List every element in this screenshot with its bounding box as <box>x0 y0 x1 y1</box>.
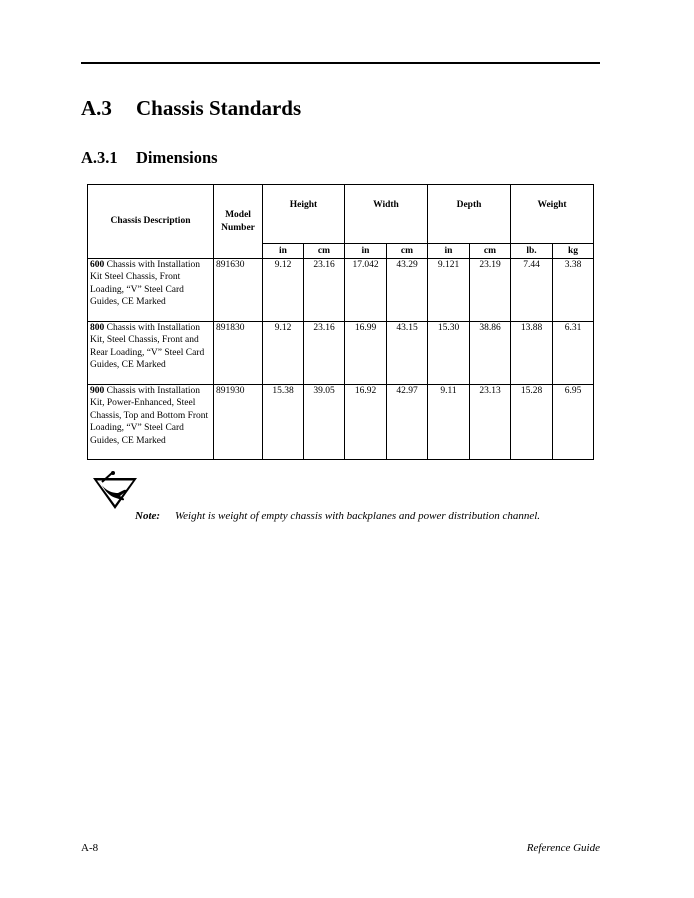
page-number: A-8 <box>81 842 99 854</box>
chassis-description <box>88 322 214 385</box>
section-heading <box>81 96 301 121</box>
note-hand-icon <box>92 470 138 510</box>
chassis-description <box>88 259 214 322</box>
width-in: 17.042 <box>345 259 387 322</box>
chassis-description <box>88 385 214 460</box>
weight-kg: 6.95 <box>553 385 594 460</box>
width-in: 16.92 <box>345 385 387 460</box>
chassis-size: 900 <box>90 386 105 396</box>
depth-in: 9.11 <box>428 385 470 460</box>
note-text: Weight is weight of empty chassis with backplanes and power distribution channel. <box>175 510 541 522</box>
width-cm: 43.29 <box>387 259 428 322</box>
header-weight: Weight <box>511 185 594 244</box>
height-cm: 23.16 <box>304 259 345 322</box>
unit-depth-in: in <box>428 244 470 259</box>
height-cm: 39.05 <box>304 385 345 460</box>
height-cm: 23.16 <box>304 322 345 385</box>
section-number: A.3 <box>81 96 112 120</box>
header-rule <box>81 62 600 64</box>
depth-cm: 23.19 <box>470 259 511 322</box>
header-model-line2: Number <box>221 222 255 233</box>
weight-kg: 3.38 <box>553 259 594 322</box>
chassis-size: 800 <box>90 323 105 333</box>
subsection-title: Dimensions <box>136 148 218 167</box>
header-description: Chassis Description <box>88 185 214 259</box>
chassis-description-text: Chassis with Installation Kit, Steel Chassis, Front and Rear Loading, “V” Steel Card Guides, CE Marked <box>90 323 205 371</box>
depth-cm: 38.86 <box>470 322 511 385</box>
unit-height-in: in <box>263 244 304 259</box>
width-cm: 42.97 <box>387 385 428 460</box>
unit-depth-cm: cm <box>470 244 511 259</box>
depth-in: 9.121 <box>428 259 470 322</box>
height-in: 9.12 <box>263 259 304 322</box>
footer-title: Reference Guide <box>526 842 600 854</box>
unit-weight-lb: lb. <box>511 244 553 259</box>
height-in: 15.38 <box>263 385 304 460</box>
height-in: 9.12 <box>263 322 304 385</box>
chassis-description-text: Chassis with Installation Kit Steel Chassis, Front Loading, “V” Steel Card Guides, CE Marked <box>90 260 201 308</box>
header-depth: Depth <box>428 185 511 244</box>
unit-weight-kg: kg <box>553 244 594 259</box>
header-model-line1: Model <box>225 210 251 221</box>
note-label: Note: <box>135 510 161 522</box>
subsection-heading <box>81 148 218 168</box>
weight-kg: 6.31 <box>553 322 594 385</box>
weight-lb: 15.28 <box>511 385 553 460</box>
table-row <box>88 385 594 460</box>
table-row <box>88 259 594 322</box>
unit-width-in: in <box>345 244 387 259</box>
header-height: Height <box>263 185 345 244</box>
model-number: 891630 <box>214 259 263 322</box>
width-in: 16.99 <box>345 322 387 385</box>
depth-in: 15.30 <box>428 322 470 385</box>
unit-height-cm: cm <box>304 244 345 259</box>
subsection-number: A.3.1 <box>81 148 118 167</box>
depth-cm: 23.13 <box>470 385 511 460</box>
note <box>135 510 540 522</box>
dimensions-table <box>87 184 594 460</box>
section-title: Chassis Standards <box>136 96 302 120</box>
header-model <box>214 185 263 259</box>
width-cm: 43.15 <box>387 322 428 385</box>
table-header-row <box>88 185 594 244</box>
header-width: Width <box>345 185 428 244</box>
chassis-description-text: Chassis with Installation Kit, Power-Enhanced, Steel Chassis, Top and Bottom Front Loading, “V” Steel Card Guides, CE Marked <box>90 386 209 446</box>
model-number: 891930 <box>214 385 263 460</box>
weight-lb: 7.44 <box>511 259 553 322</box>
unit-width-cm: cm <box>387 244 428 259</box>
chassis-size: 600 <box>90 260 105 270</box>
model-number: 891830 <box>214 322 263 385</box>
weight-lb: 13.88 <box>511 322 553 385</box>
table-row <box>88 322 594 385</box>
